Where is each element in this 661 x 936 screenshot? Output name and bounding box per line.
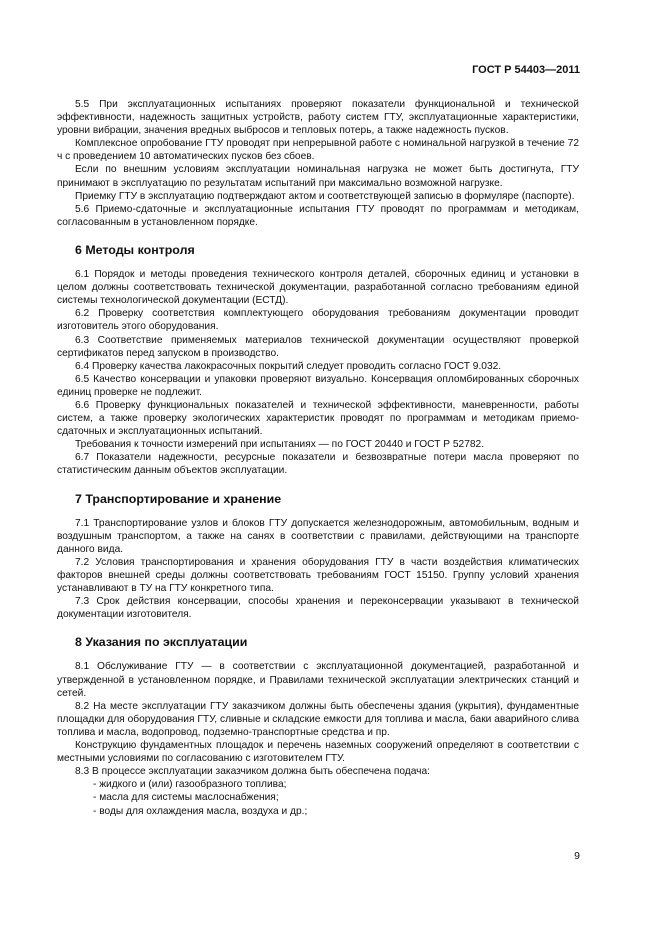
section-heading: 6 Методы контроля [75,242,195,257]
paragraph: Требования к точности измерений при испытаниях — по ГОСТ 20440 и ГОСТ Р 52782. [75,439,485,451]
paragraph: 8.2 На месте эксплуатации ГТУ заказчиком должны быть обеспечены здания (укрытия), фундаментные площадки для оборудования ГТУ, сливные и складские емкости для топлива и масла, баки аварийного слива топлива и масла, водопровод, подземно-транспортные средства и пр. [57,700,579,738]
list-item: - жидкого и (или) газообразного топлива; [93,779,287,791]
paragraph: 6.4 Проверку качества лакокрасочных покрытий следует проводить согласно ГОСТ 9.032. [75,360,502,372]
paragraph: 8.1 Обслуживание ГТУ — в соответствии с эксплуатационной документацией, разработанной и утвержденной в установленном порядке, и Правилами технической эксплуатации электрических станций и сетей. [57,661,579,699]
paragraph: 6.2 Проверку соответствия комплектующего оборудования требованиям документации проводит изготовитель этого оборудования. [57,308,579,333]
paragraph: 7.3 Срок действия консервации, способы хранения и переконсервации указывают в технической документации изготовителя. [57,596,579,621]
paragraph: 6.6 Проверку функциональных показателей и технической эффективности, маневренности, работы систем, а также проверку экологических характеристик проводят по программам и методикам приемо-сдаточных и эксплуатационных испытаний. [57,399,579,438]
page-content [57,98,579,818]
paragraph: 5.5 При эксплуатационных испытаниях проверяют показатели функциональной и технической эффективности, надежность защитных устройств, работу систем ГТУ, эксплуатационные характеристики, уровни вибрации, значения вредных выбросов и тепловых потерь, а также надежность пусков. [57,99,579,137]
paragraph: Комплексное опробование ГТУ проводят при непрерывной работе с номинальной нагрузкой в течение 72 ч с проведением 10 автоматических пусков без сбоев. [57,138,579,163]
paragraph: 6.3 Соответствие применяемых материалов технической документации осуществляют проверкой сертификатов перед запуском в производство. [57,334,579,359]
section-heading: 8 Указания по эксплуатации [75,635,248,650]
document-header: ГОСТ Р 54403—2011 [472,64,580,76]
list-item: - масла для системы маслоснабжения; [93,792,279,804]
paragraph: 5.6 Приемо-сдаточные и эксплуатационные испытания ГТУ проводят по программам и методикам, согласованным в установленном порядке. [57,203,579,228]
list-item: - воды для охлаждения масла, воздуха и др.; [93,805,308,817]
paragraph: 6.1 Порядок и методы проведения технического контроля деталей, сборочных единиц и установки в целом должны соответствовать технической документации, разработанной согласно требованиям единой системы технологической документации (ЕСТД). [57,269,579,307]
paragraph: Приемку ГТУ в эксплуатацию подтверждают актом и соответствующей записью в формуляре (паспорте). [75,190,575,202]
paragraph: 8.3 В процессе эксплуатации заказчиком должна быть обеспечена подача: [75,766,430,778]
paragraph: Конструкцию фундаментных площадок и перечень наземных сооружений определяют в соответствии с местными условиями по согласованию с изготовителем ГТУ. [57,740,579,765]
page-number: 9 [574,850,580,862]
paragraph: 6.7 Показатели надежности, ресурсные показатели и безвозвратные потери масла проверяют по статистическим данным объектов эксплуатации. [57,452,579,477]
paragraph: 7.1 Транспортирование узлов и блоков ГТУ допускается железнодорожным, автомобильным, водным и воздушным транспортом, а также на санях в соответствии с правилами, действующими на транспорте данного вида. [57,517,579,555]
paragraph: 6.5 Качество консервации и упаковки проверяют визуально. Консервация опломбированных сборочных единиц проверке не подлежит. [57,373,579,398]
paragraph: 7.2 Условия транспортирования и хранения оборудования ГТУ в части воздействия климатических факторов внешней среды должны соответствовать требованиям ГОСТ 15150. Группу условий хранения устанавливают в ТУ на ГТУ конкретного типа. [57,556,579,595]
paragraph: Если по внешним условиям эксплуатации номинальная нагрузка не может быть достигнута, ГТУ принимают в эксплуатацию по результатам испытаний при максимально возможной нагрузке. [57,164,579,189]
section-heading: 7 Транспортирование и хранение [75,491,282,506]
